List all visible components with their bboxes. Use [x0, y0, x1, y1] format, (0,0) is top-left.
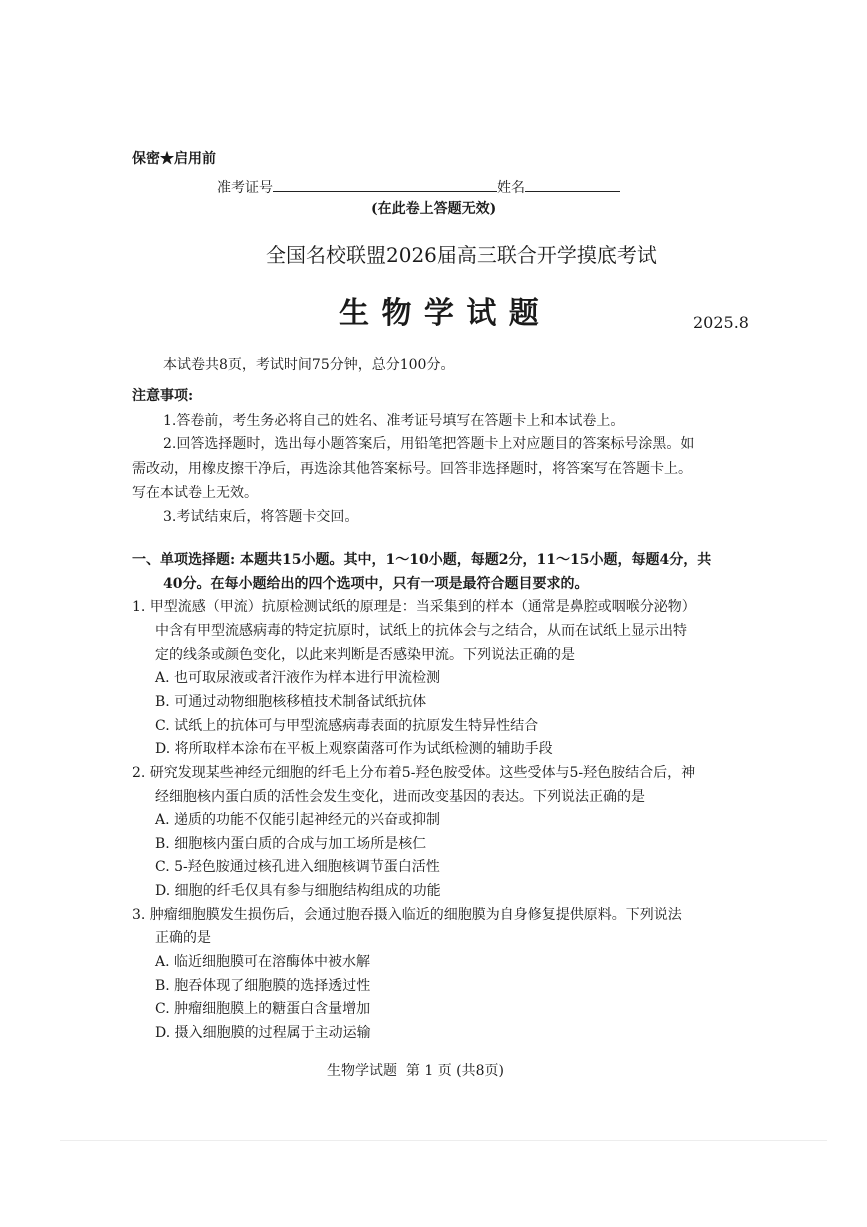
exam-id-row — [217, 177, 620, 196]
q2-option-c: C. 5-羟色胺通过核孔进入细胞核调节蛋白活性 — [155, 859, 440, 875]
exam-date: 2025.8 — [693, 313, 749, 332]
note-2-line-1: 2.回答选择题时，选出每小题答案后，用铅笔把答题卡上对应题目的答案标号涂黑。如 — [163, 436, 695, 452]
note-3: 3.考试结束后，将答题卡交回。 — [163, 509, 359, 525]
scan-edge-line — [60, 1140, 827, 1141]
q1-option-d: D. 将所取样本涂布在平板上观察菌落可作为试纸检测的辅助手段 — [155, 741, 553, 757]
q3-stem-line-1: 3. 肿瘤细胞膜发生损伤后，会通过胞吞摄入临近的细胞膜为自身修复提供原料。下列说法 — [132, 907, 682, 923]
confidential-label: 保密★启用前 — [132, 151, 216, 167]
q1-option-b: B. 可通过动物细胞核移植技术制备试纸抗体 — [155, 694, 427, 710]
note-2-line-3: 写在本试卷上无效。 — [132, 485, 258, 501]
q3-option-d: D. 摄入细胞膜的过程属于主动运输 — [155, 1025, 371, 1041]
exam-id-blank[interactable] — [273, 177, 497, 192]
q1-stem-line-3: 定的线条或颜色变化，以此来判断是否感染甲流。下列说法正确的是 — [155, 647, 575, 663]
q3-option-b: B. 胞吞体现了细胞膜的选择透过性 — [155, 978, 371, 994]
section-heading-line-1: 一、单项选择题: 本题共15小题。其中，1～10小题，每题2分，11～15小题，每题4分，共 — [132, 552, 712, 568]
no-answer-note: (在此卷上答题无效) — [371, 201, 497, 217]
q2-stem-line-1: 2. 研究发现某些神经元细胞的纤毛上分布着5-羟色胺受体。这些受体与5-羟色胺结合后，神 — [132, 765, 696, 781]
name-label: 姓名 — [497, 180, 525, 196]
q2-stem-line-2: 经细胞核内蛋白质的活性会发生变化，进而改变基因的表达。下列说法正确的是 — [155, 789, 645, 805]
q3-option-c: C. 肿瘤细胞膜上的糖蛋白含量增加 — [155, 1001, 371, 1017]
q3-option-a: A. 临近细胞膜可在溶酶体中被水解 — [155, 954, 371, 970]
exam-title: 全国名校联盟2026届高三联合开学摸底考试 — [266, 243, 657, 267]
intro-text: 本试卷共8页，考试时间75分钟，总分100分。 — [163, 357, 455, 373]
q1-stem-line-1: 1. 甲型流感（甲流）抗原检测试纸的原理是：当采集到的样本（通常是鼻腔或咽喉分泌物） — [132, 599, 696, 615]
subject-title: 生 物 学 试 题 — [339, 296, 540, 331]
note-1: 1.答卷前，考生务必将自己的姓名、准考证号填写在答题卡上和本试卷上。 — [163, 413, 625, 429]
section-heading-line-2: 40分。在每小题给出的四个选项中，只有一项是最符合题目要求的。 — [163, 576, 589, 592]
note-2-line-2: 需改动，用橡皮擦干净后，再选涂其他答案标号。回答非选择题时，将答案写在答题卡上。 — [132, 461, 692, 477]
notes-heading: 注意事项: — [132, 388, 194, 404]
exam-id-label: 准考证号 — [217, 180, 273, 196]
q2-option-a: A. 递质的功能不仅能引起神经元的兴奋或抑制 — [155, 812, 441, 828]
q2-option-b: B. 细胞核内蛋白质的合成与加工场所是核仁 — [155, 836, 427, 852]
page-footer: 生物学试题 第 1 页 (共8页) — [327, 1063, 504, 1079]
q1-option-a: A. 也可取尿液或者汗液作为样本进行甲流检测 — [155, 670, 441, 686]
q3-stem-line-2: 正确的是 — [155, 930, 211, 946]
q1-stem-line-2: 中含有甲型流感病毒的特定抗原时，试纸上的抗体会与之结合，从而在试纸上显示出特 — [155, 623, 687, 639]
q1-option-c: C. 试纸上的抗体可与甲型流感病毒表面的抗原发生特异性结合 — [155, 718, 539, 734]
name-blank[interactable] — [525, 177, 620, 192]
q2-option-d: D. 细胞的纤毛仅具有参与细胞结构组成的功能 — [155, 883, 441, 899]
